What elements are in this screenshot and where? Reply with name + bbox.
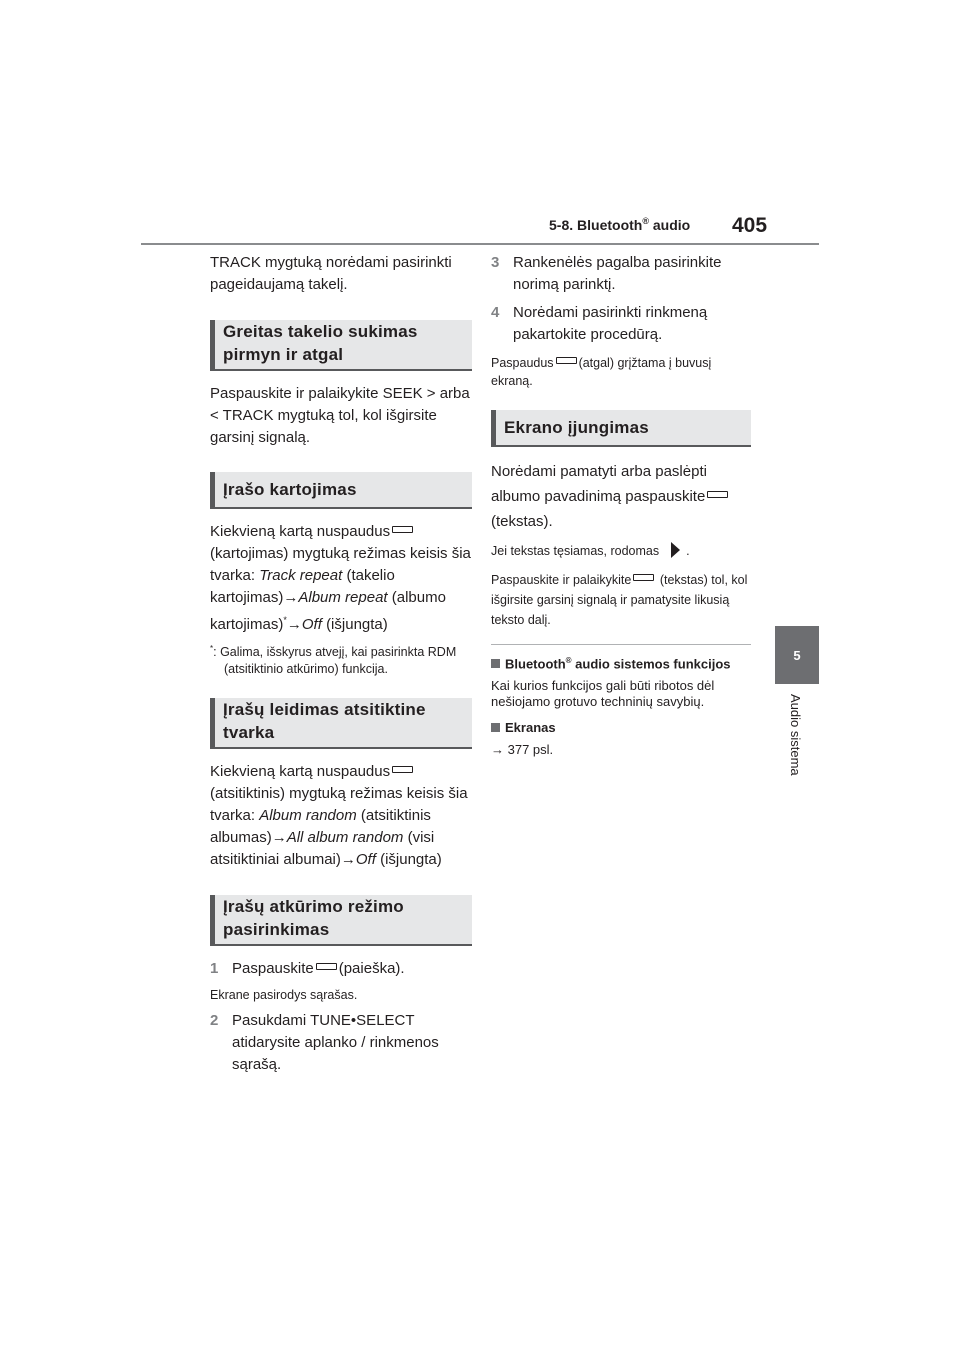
step-1-note: Ekrane pasirodys sąrašas. bbox=[210, 988, 358, 1003]
continued-note: Jei tekstas tęsiamas, rodomas . bbox=[491, 544, 690, 558]
square-bullet-icon-2 bbox=[491, 723, 500, 732]
display-text: Norėdami pamatyti arba paslėpti albumo pavadinimą paspauskite (tekstas). bbox=[491, 459, 751, 534]
info-title-functions: Bluetooth® audio sistemos funkcijos bbox=[491, 653, 751, 672]
right-column bbox=[491, 252, 751, 758]
intro-text: TRACK mygtuką norėdami pasirinkti pageidaujamą takelį. bbox=[210, 254, 452, 293]
repeat-text: Kiekvieną kartą nuspaudus (kartojimas) mygtuką režimas keisis šia tvarka: Track repeat (takelio kartojimas)→Album repeat (albumo kartojimas)*→Off (išjungta) bbox=[210, 523, 471, 633]
section-title-display: Ekrano įjungimas bbox=[491, 410, 751, 447]
step-3: 3 Rankenėlės pagalba pasirinkite norimą parinktį. bbox=[491, 254, 722, 293]
info-text-display: → 377 psl. bbox=[491, 742, 554, 758]
hold-note: Paspauskite ir palaikykite (tekstas) tol, kol išgirsite garsinį signalą ir pamatysite likusią teksto dalį. bbox=[491, 573, 748, 627]
section-title-random: Įrašų leidimas atsitiktine tvarka bbox=[210, 698, 472, 749]
random-text: Kiekvieną kartą nuspaudus (atsitiktinis) mygtuką režimas keisis šia tvarka: Album random (atsitiktinis albumas)→All album random (visi atsitiktiniai albumai)→Off (išjungta) bbox=[210, 763, 468, 869]
step-1: 1 Paspauskite (paieška). bbox=[210, 960, 405, 978]
side-label: Audio sistema bbox=[788, 694, 803, 776]
chapter-tab: 5 bbox=[775, 626, 819, 684]
repeat-button-icon bbox=[392, 526, 413, 533]
step-2: 2 Pasukdami TUNE•SELECT atidarysite aplanko / rinkmenos sąrašą. bbox=[210, 1012, 439, 1074]
search-button-icon bbox=[316, 963, 337, 970]
continue-arrow-icon bbox=[671, 542, 680, 558]
section-title: 5-8. Bluetooth® audio bbox=[549, 216, 691, 233]
text-button-icon bbox=[707, 491, 728, 498]
back-note: Paspaudus (atgal) grįžtama į buvusį ekraną. bbox=[491, 356, 712, 388]
info-title-display: Ekranas bbox=[491, 720, 751, 736]
info-text-functions: Kai kurios funkcijos gali būti ribotos dėl nešiojamo grotuvo techninių savybių. bbox=[491, 678, 715, 710]
square-bullet-icon bbox=[491, 659, 500, 668]
text-button-icon-2 bbox=[633, 574, 654, 581]
page-number: 405 bbox=[732, 214, 768, 237]
section-title-mode-select: Įrašų atkūrimo režimo pasirinkimas bbox=[210, 895, 472, 946]
footnote: *: Galima, išskyrus atvejį, kai pasirinkta RDM (atsitiktinio atkūrimo) funkcija. bbox=[210, 644, 457, 677]
section-title-repeat: Įrašo kartojimas bbox=[210, 472, 472, 509]
section-title-fast-seek: Greitas takelio sukimas pirmyn ir atgal bbox=[210, 320, 472, 371]
random-button-icon bbox=[392, 766, 413, 773]
header-divider bbox=[141, 243, 819, 245]
step-4: 4 Norėdami pasirinkti rinkmeną pakartokite procedūrą. bbox=[491, 304, 708, 343]
left-column bbox=[210, 252, 472, 1076]
registered-mark: ® bbox=[642, 216, 649, 226]
back-button-icon bbox=[556, 357, 577, 364]
fast-seek-text: Paspauskite ir palaikykite SEEK > arba < TRACK mygtuką tol, kol išgirsite garsinį signalą. bbox=[210, 385, 470, 446]
